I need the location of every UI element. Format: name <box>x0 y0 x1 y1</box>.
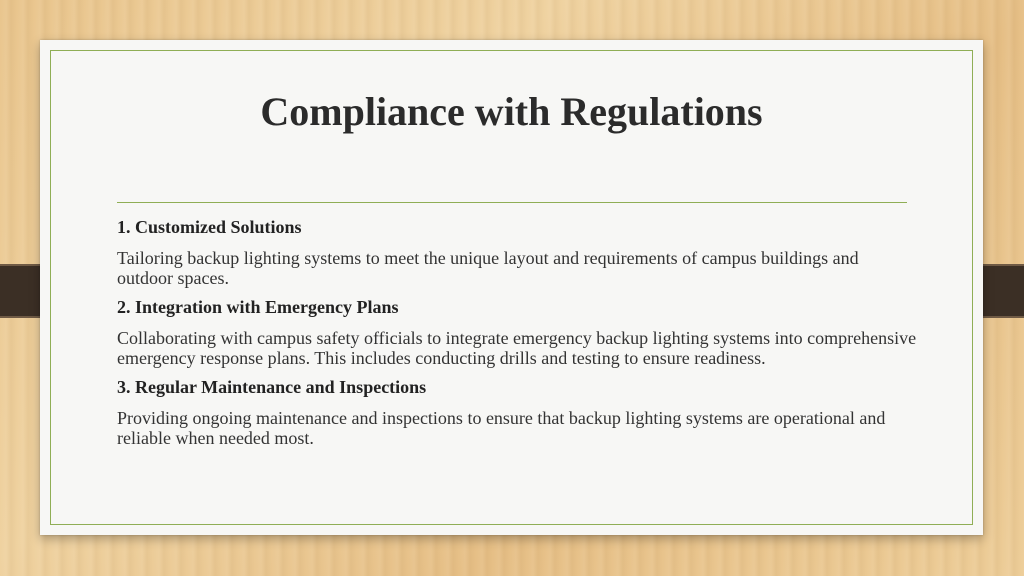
section-maintenance-inspections <box>117 376 917 448</box>
title-divider <box>117 202 907 203</box>
section-heading: 2. Integration with Emergency Plans <box>117 297 399 317</box>
slide-title: Compliance with Regulations <box>260 89 763 134</box>
section-text: Collaborating with campus safety officials to integrate emergency backup lighting systems into comprehensive emergency response plans. This includes conducting drills and testing to ensure readiness. <box>117 328 917 368</box>
section-heading: 3. Regular Maintenance and Inspections <box>117 377 427 397</box>
slide-card <box>40 40 983 535</box>
slide-content <box>117 216 917 456</box>
section-text: Tailoring backup lighting systems to meet the unique layout and requirements of campus buildings and outdoor spaces. <box>117 248 859 288</box>
section-text: Providing ongoing maintenance and inspections to ensure that backup lighting systems are operational and reliable when needed most. <box>117 408 886 448</box>
section-integration-emergency-plans <box>117 296 917 368</box>
section-heading: 1. Customized Solutions <box>117 217 302 237</box>
section-customized-solutions <box>117 216 917 288</box>
